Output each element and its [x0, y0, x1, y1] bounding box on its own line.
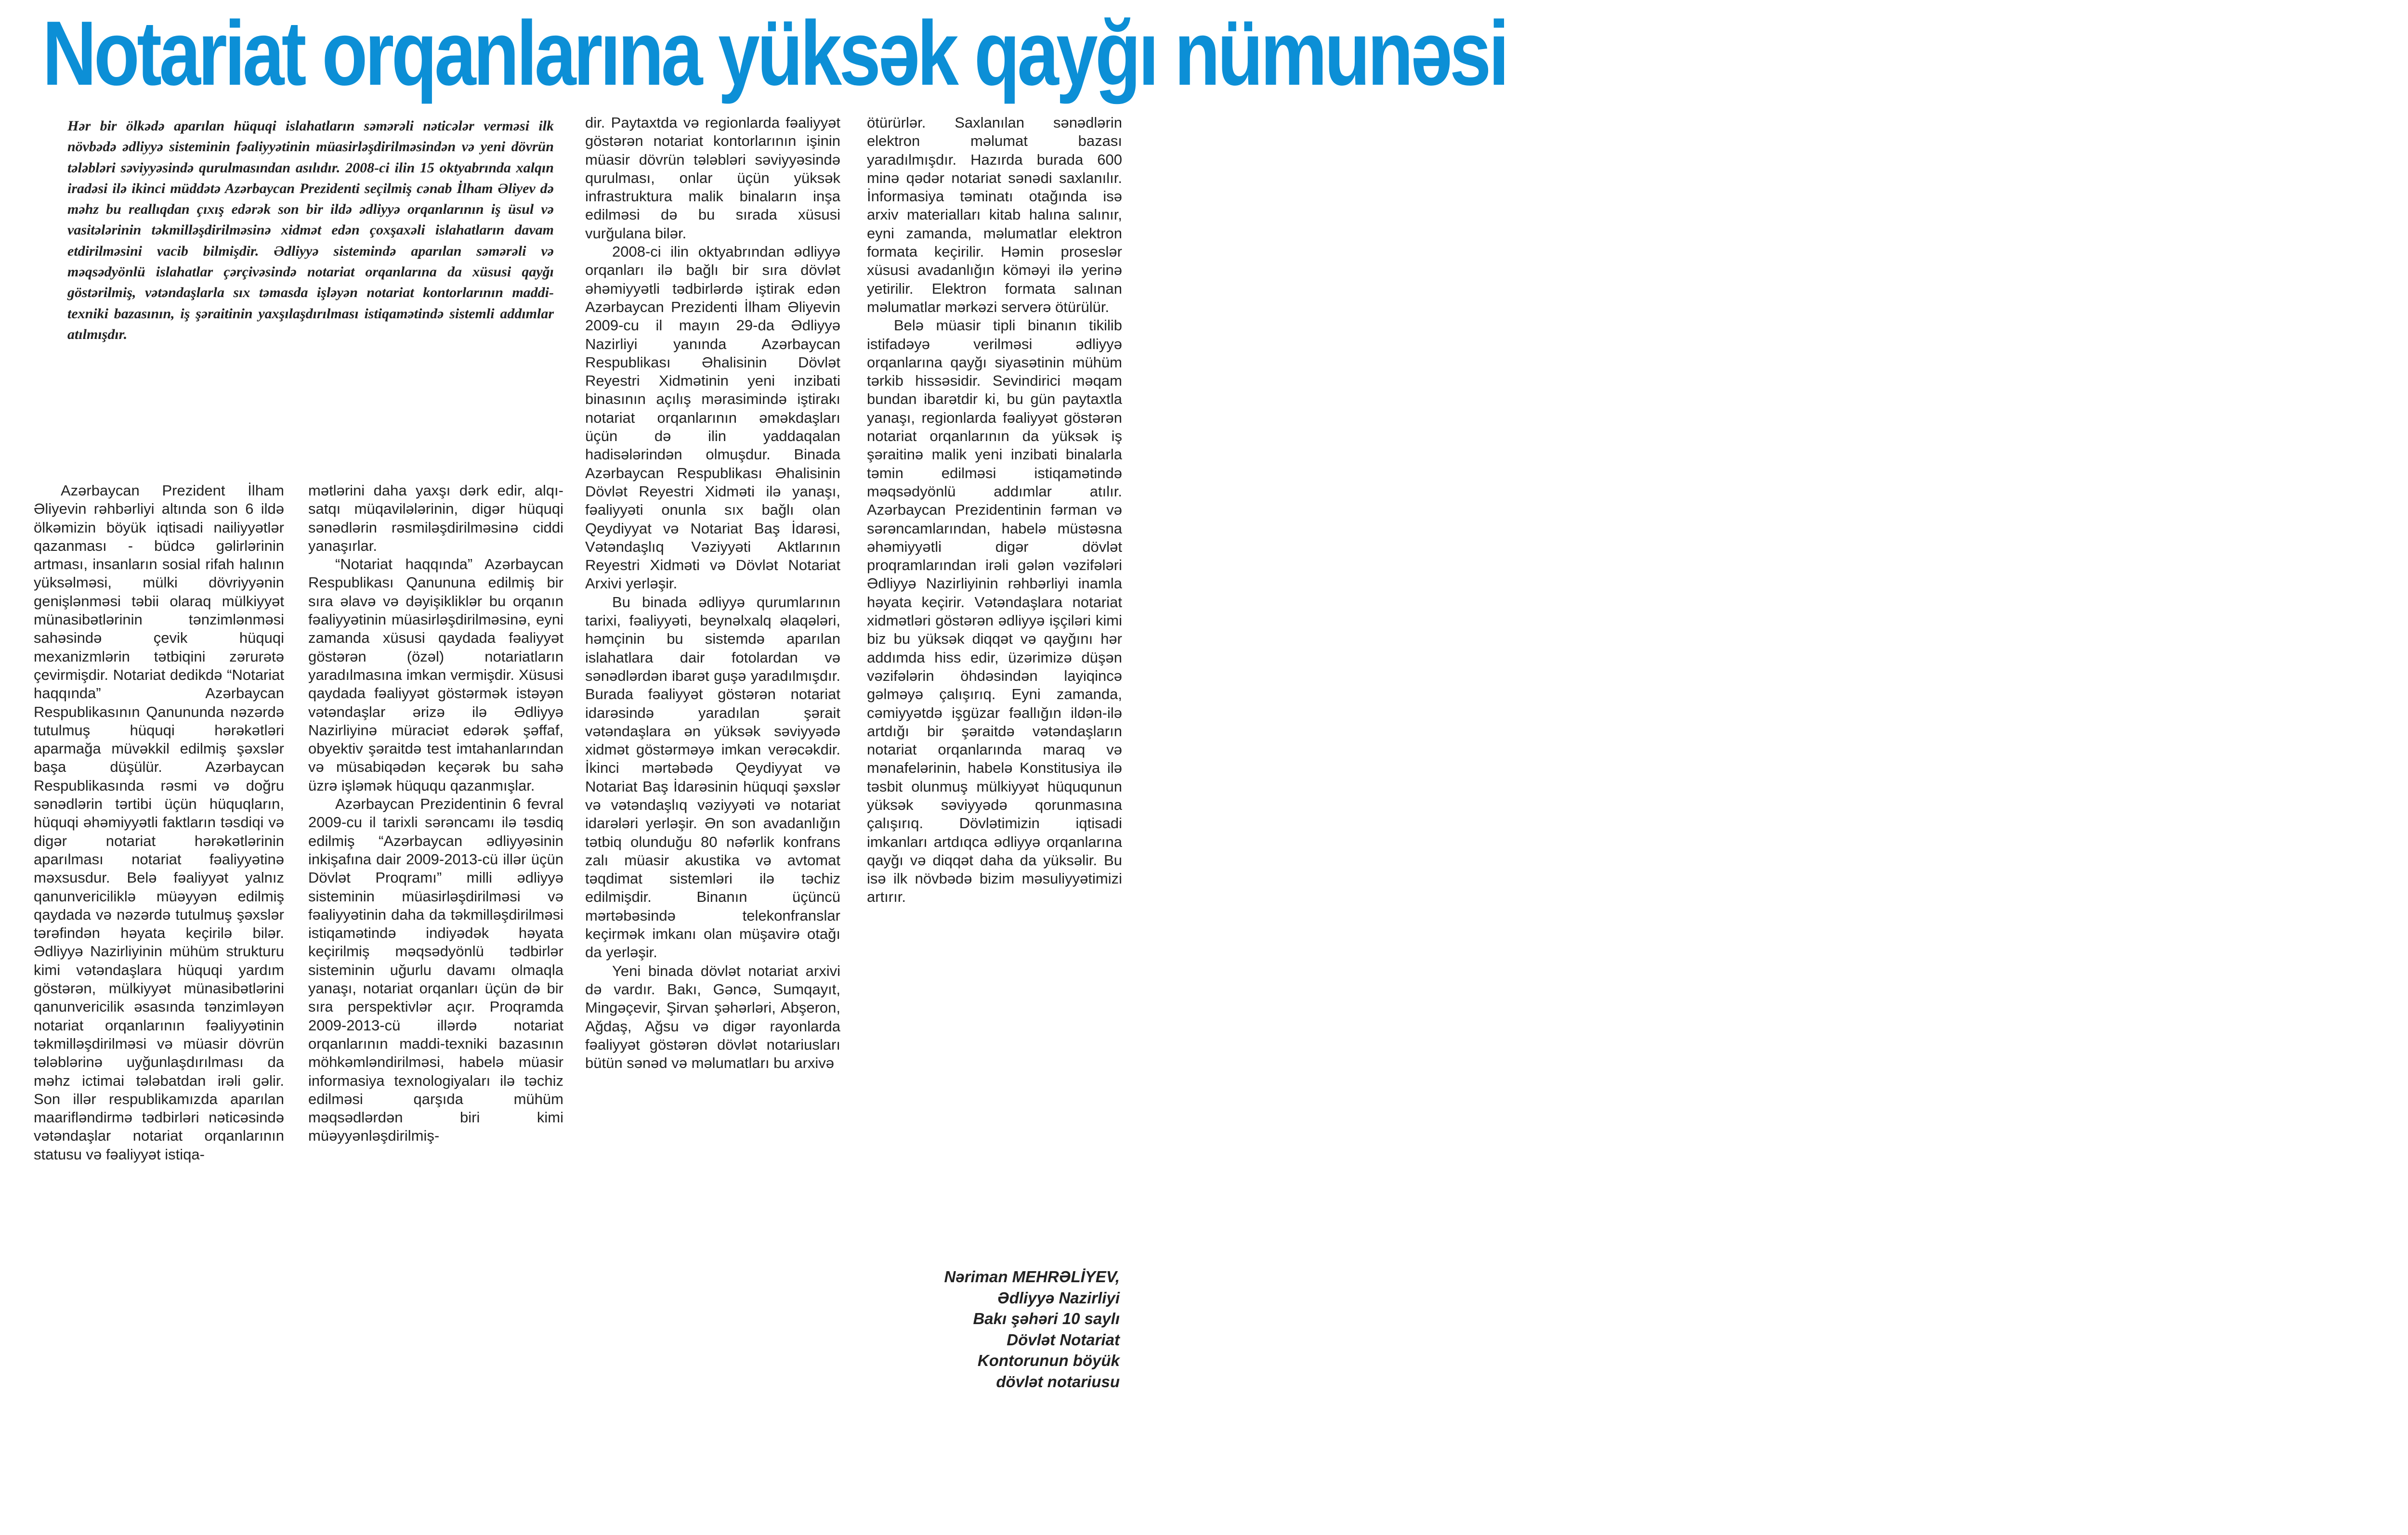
paragraph: Bu binada ədliyyə qurumlarının tarixi, fəaliyyəti, beynəlxalq əlaqələri, həmçinin bu sistemdə aparılan islahatlara dair fotolardan və sənədlərdən ibarət guşə yaradılmışdır. Burada fəaliyyət göstərən notariat idarəsində yaradılan şərait vətəndaşlara ən yüksək səviyyədə xidmət göstərməyə imkan verəcəkdir. İkinci mərtəbədə Qeydiyyat və Notariat Baş İdarəsinin hüquqi şəxslər və vətəndaşlıq vəziyyəti və notariat idarələri yerləşir. Ən son avadanlığın tətbiq olunduğu 80 nəfərlik konfrans zalı müasir akustika və avtomat təqdimat sistemləri ilə təchiz edilmişdir. Binanın üçüncü mərtəbəsində telekonfranslar keçirmək imkanı olan müşavirə otağı da yerləşir.	[585, 593, 840, 961]
column-4	[867, 114, 1122, 907]
article-headline: Notariat orqanlarına yüksək qayğı nümunəsi	[42, 2, 1507, 104]
paragraph: Belə müasir tipli binanın tikilib istifadəyə verilməsi ədliyyə orqanlarına qayğı siyasətinin mühüm tərkib hissəsidir. Sevindirici məqam bundan ibarətdir ki, bu gün paytaxtla yanaşı, regionlarda fəaliyyət göstərən notariat orqanlarının da yüksək iş şəraitinə malik yeni inzibati binalarla təmin edilməsi istiqamətində məqsədyönlü addımlar atılır. Azərbaycan Prezidentinin fərman və sərəncamlarından, habelə müstəsna əhəmiyyətli digər dövlət proqramlarından irəli gələn vəzifələri Ədliyyə Nazirliyinin rəhbərliyi inamla həyata keçirir. Vətəndaşlara notariat xidmətləri göstərən ədliyyə işçiləri kimi biz bu yüksək diqqət və qayğını hər addımda hiss edir, üzərimizə düşən vəzifələrin öhdəsindən layiqincə gəlməyə çalışırıq. Eyni zamanda, cəmiyyətdə işgüzar fəallığın ildən-ilə artdığı bir şəraitdə vətəndaşların notariat orqanlarında maraq və mənafelərinin, habelə Konstitusiya ilə təsbit olunmuş mülkiyyət hüququnun yüksək səviyyədə qorunmasına çalışırıq. Dövlətimizin iqtisadi imkanları artdıqca ədliyyə orqanlarına qayğı və diqqət daha da yüksəlir. Bu isə ilk növbədə bizim məsuliyyətimizi artırır.	[867, 317, 1122, 906]
paragraph: Azərbaycan Prezident İlham Əliyevin rəhbərliyi altında son 6 ildə ölkəmizin böyük iqtisadi nailiyyətlər qazanması - büdcə gəlirlərinin artması, insanların sosial rifah halının yüksəlməsi, mülki dövriyyənin genişlənməsi təbii olaraq mülkiyyət münasibətlərinin tənzimlənməsi sahəsində çevik hüquqi mexanizmlərin tətbiqini zərurətə çevirmişdir. Notariat dedikdə “Notariat haqqında” Azərbaycan Respublikasının Qanununda nəzərdə tutulmuş hüquqi hərəkətləri aparmağa müvəkkil edilmiş şəxslər başa düşülür. Azərbaycan Respublikasında rəsmi və doğru sənədlərin tərtibi üçün hüquqların, hüquqi əhəmiyyətli faktların təsdiqi və digər notariat hərəkətlərinin aparılması notariat fəaliyyətinə məxsusdur. Belə fəaliyyət yalnız qanunvericiliklə müəyyən edilmiş qaydada və nəzərdə tutulmuş şəxslər tərəfindən həyata keçirilə bilər. Ədliyyə Nazirliyinin mühüm strukturu kimi vətəndaşlara hüquqi yardım göstərən, mülkiyyət münasibətlərini qanunvericilik əsasında tənzimləyən notariat orqanlarının fəaliyyətinin təkmilləşdirilməsi və müasir dövrün tələblərinə uyğunlaşdırılması da məhz ictimai tələbatdan irəli gəlir. Son illər respublikamızda aparılan maarifləndirmə tədbirləri nəticəsində vətəndaşlar notariat orqanlarının statusu və fəaliyyət istiqa-	[34, 482, 284, 1163]
author-title-line: Dövlət Notariat	[1007, 1330, 1120, 1349]
author-signature	[867, 1266, 1120, 1392]
paragraph: ötürürlər. Saxlanılan sənədlərin elektron məlumat bazası yaradılmışdır. Hazırda burada 600 minə qədər notariat sənədi saxlanılır. İnformasiya təminatı otağında isə arxiv materialları kitab halına salınır, eyni zamanda, məlumatlar elektron formata keçirilir. Həmin proseslər xüsusi avadanlığın köməyi ilə yerinə yetirilir. Elektron formata salınan məlumatlar mərkəzi serverə ötürülür.	[867, 114, 1122, 315]
paragraph: Yeni binada dövlət notariat arxivi də vardır. Bakı, Gəncə, Sumqayıt, Mingəçevir, Şirvan şəhərləri, Abşeron, Ağdaş, Ağsu və digər rayonlarda fəaliyyət göstərən dövlət notariusları bütün sənəd və məlumatları bu arxivə	[585, 962, 840, 1072]
author-title-line: Ədliyyə Nazirliyi	[997, 1288, 1120, 1307]
column-3	[585, 114, 840, 1072]
column-1	[34, 481, 284, 1164]
author-name: Nəriman MEHRƏLİYEV,	[944, 1268, 1120, 1286]
paragraph: Azərbaycan Prezidentinin 6 fevral 2009-cu il tarixli sərəncamı ilə təsdiq edilmiş “Azərbaycan ədliyyəsinin inkişafına dair 2009-2013-cü illər üçün Dövlət Proqramı” milli ədliyyə sisteminin müasirləşdirilməsi və fəaliyyətinin daha da təkmilləşdirilməsi istiqamətində indiyədək həyata keçirilmiş məqsədyönlü tədbirlər sisteminin uğurlu davamı olmaqla yanaşı, notariat orqanları üçün də bir sıra perspektivlər açır. Proqramda 2009-2013-cü illərdə notariat orqanlarının maddi-texniki bazasının möhkəmləndirilməsi, habelə müasir informasiya texnologiyaları ilə təchiz edilməsi qarşıda mühüm məqsədlərdən biri kimi müəyyənləşdirilmiş-	[308, 795, 563, 1145]
author-title-line: Kontorunun böyük	[977, 1352, 1120, 1369]
author-title-line: dövlət notariusu	[996, 1372, 1120, 1391]
paragraph: dir. Paytaxtda və regionlarda fəaliyyət göstərən notariat kontorlarının işinin müasir dövrün tələbləri səviyyəsində qurulması, onlar üçün yüksək infrastruktura malik binaların inşa edilməsi də bu sırada xüsusi vurğulana bilər.	[585, 114, 840, 242]
paragraph: 2008-ci ilin oktyabrından ədliyyə orqanları ilə bağlı bir sıra dövlət əhəmiyyətli tədbirlərdə iştirak edən Azərbaycan Prezidenti İlham Əliyevin 2009-cu il mayın 29-da Ədliyyə Nazirliyi yanında Azərbaycan Respublikası Əhalisinin Dövlət Reyestri Xidmətinin yeni inzibati binasının açılış mərasimində iştirakı notariat orqanlarının əməkdaşları üçün də ilin yaddaqalan hadisələrindən olmuşdur. Binada Azərbaycan Respublikası Əhalisinin Dövlət Reyestri Xidməti ilə yanaşı, fəaliyyəti onunla sıx bağlı olan Qeydiyyat və Notariat Baş İdarəsi, Vətəndaşlıq Vəziyyəti Aktlarının Reyestri Xidməti və Dövlət Notariat Arxivi yerləşir.	[585, 243, 840, 592]
paragraph: mətlərini daha yaxşı dərk edir, alqı-satqı müqavilələrinin, digər hüquqi sənədlərin rəsmiləşdirilməsinə ciddi yanaşırlar.	[308, 482, 563, 554]
author-title-line: Bakı şəhəri 10 saylı	[973, 1310, 1120, 1327]
paragraph: “Notariat haqqında” Azərbaycan Respublikası Qanununa edilmiş bir sıra əlavə və dəyişikliklər bu orqanın fəaliyyətinin müasirləşdirilməsinə, eyni zamanda xüsusi qaydada fəaliyyət göstərən (özəl) notariatların yaradılmasına imkan vermişdir. Xüsusi qaydada fəaliyyət göstərmək istəyən vətəndaşlar ərizə ilə Ədliyyə Nazirliyinə müraciət edərək şəffaf, obyektiv şəraitdə test imtahanlarından və müsabiqədən keçərək bu sahə üzrə işləmək hüququ qazanmışlar.	[308, 556, 563, 794]
column-2	[308, 481, 563, 1145]
article-lead: Hər bir ölkədə aparılan hüquqi islahatların səmərəli nəticələr verməsi ilk növbədə ədliyyə sisteminin fəaliyyətinin müasirləşdirilməsindən və yeni dövrün tələbləri səviyyəsində qurulmasından asılıdır. 2008-ci ilin 15 oktyabrında xalqın iradəsi ilə ikinci müddətə Azərbaycan Prezidenti seçilmiş cənab İlham Əliyev də məhz bu reallıqdan çıxış edərək son bir ildə ədliyyə orqanlarının iş üsul və vasitələrinin təkmilləşdirilməsinə xidmət edən çoxşaxəli islahatların davam etdirilməsini vacib bilmişdir. Ədliyyə sistemində aparılan səmərəli və məqsədyönlü islahatlar çərçivəsində notariat orqanlarına da xüsusi qayğı göstərilmiş, vətəndaşlarla sıx təmasda işləyən notariat kontorlarının maddi-texniki bazasının, iş şəraitinin yaxşılaşdırılması istiqamətində sistemli addımlar atılmışdır.	[67, 118, 554, 342]
